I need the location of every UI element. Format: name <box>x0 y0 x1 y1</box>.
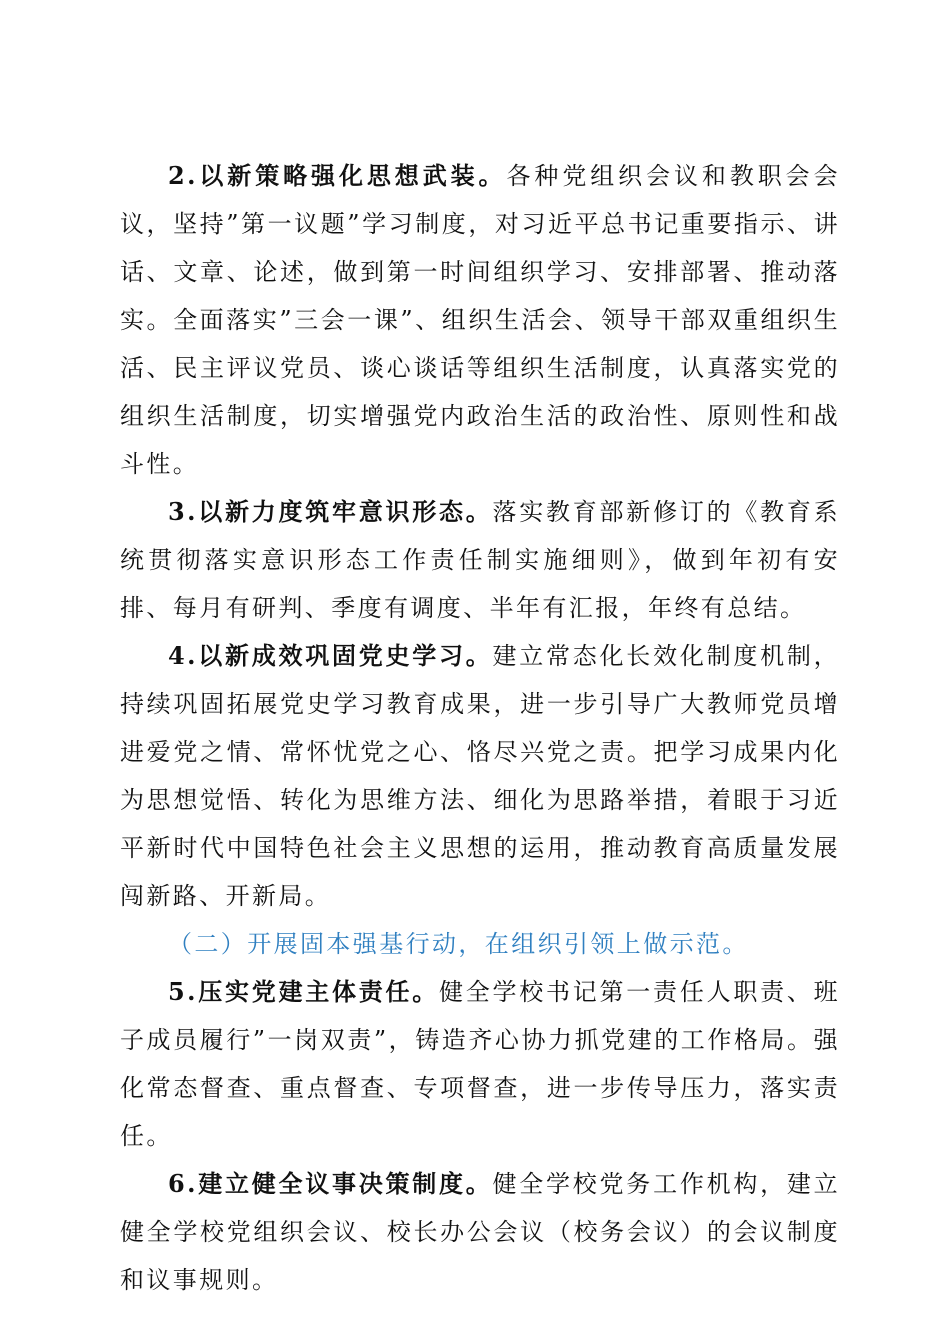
paragraph-2 <box>120 152 840 488</box>
paragraph-4-lead: 4.以新成效巩固党史学习。 <box>168 641 493 670</box>
paragraph-4 <box>120 632 840 920</box>
paragraph-6 <box>120 1160 840 1304</box>
paragraph-6-body: 健全学校党务工作机构，建立健全学校党组织会议、校长办公会议（校务会议）的会议制度和议事规则。 <box>120 1170 840 1294</box>
paragraph-3-body: 落实教育部新修订的《教育系统贯彻落实意识形态工作责任制实施细则》，做到年初有安排、每月有研判、季度有调度、半年有汇报，年终有总结。 <box>120 498 840 622</box>
paragraph-2-body: 各种党组织会议和教职会会议，坚持”第一议题”学习制度，对习近平总书记重要指示、讲话、文章、论述，做到第一时间组织学习、安排部署、推动落实。全面落实”三会一课”、组织生活会、领导干部双重组织生活、民主评议党员、谈心谈话等组织生活制度，认真落实党的组织生活制度，切实增强党内政治生活的政治性、原则性和战斗性。 <box>120 162 840 478</box>
section-2-heading: （二）开展固本强基行动，在组织引领上做示范。 <box>168 930 749 958</box>
paragraph-5 <box>120 968 840 1160</box>
paragraph-3-lead: 3.以新力度筑牢意识形态。 <box>168 497 493 526</box>
paragraph-2-lead: 2.以新策略强化思想武装。 <box>168 161 507 190</box>
paragraph-5-lead: 5.压实党建主体责任。 <box>168 977 440 1006</box>
document-body <box>120 152 840 1304</box>
paragraph-3 <box>120 488 840 632</box>
paragraph-4-body: 建立常态化长效化制度机制，持续巩固拓展党史学习教育成果，进一步引导广大教师党员增进爱党之情、常怀忧党之心、恪尽兴党之责。把学习成果内化为思想觉悟、转化为思维方法、细化为思路举措，着眼于习近平新时代中国特色社会主义思想的运用，推动教育高质量发展闯新路、开新局。 <box>120 642 840 910</box>
paragraph-6-lead: 6.建立健全议事决策制度。 <box>168 1169 493 1198</box>
paragraph-5-body: 健全学校书记第一责任人职责、班子成员履行”一岗双责”，铸造齐心协力抓党建的工作格局。强化常态督查、重点督查、专项督查，进一步传导压力，落实责任。 <box>120 978 840 1150</box>
